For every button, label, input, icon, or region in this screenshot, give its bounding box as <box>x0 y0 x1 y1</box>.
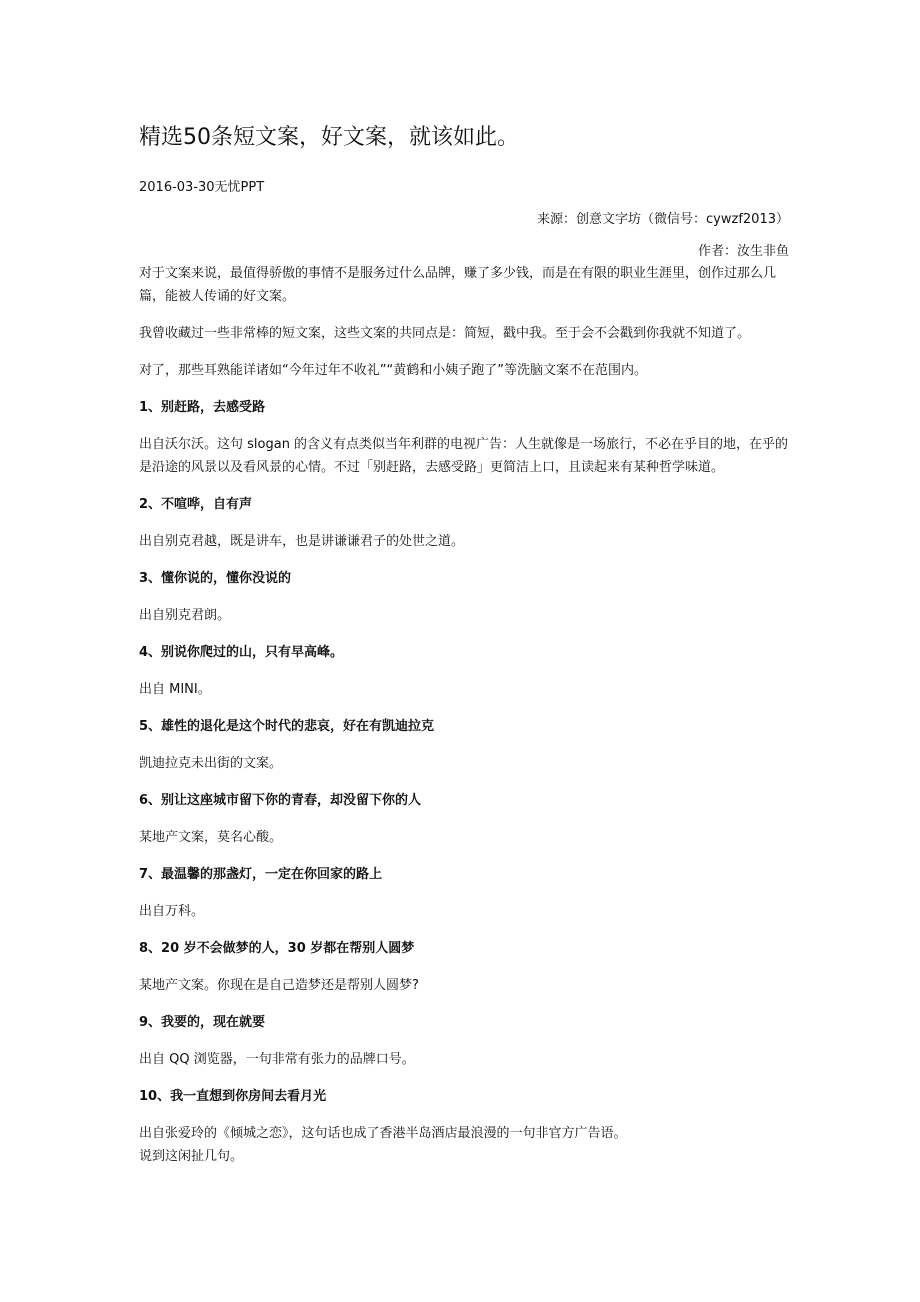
article-title: 精选50条短文案，好文案，就该如此。 <box>139 125 519 150</box>
intro-paragraph: 我曾收藏过一些非常棒的短文案，这些文案的共同点是：简短，戳中我。至于会不会戳到你我就不知道了。 <box>139 326 751 341</box>
item-description: 出自 QQ 浏览器，一句非常有张力的品牌口号。 <box>139 1052 415 1067</box>
author-line: 作者：汝生非鱼 <box>697 244 789 259</box>
item-heading: 2、不喧哗，自有声 <box>139 497 253 512</box>
publish-date: 2016-03-30无忧PPT <box>139 180 265 195</box>
item-heading: 9、我要的，现在就要 <box>139 1015 266 1030</box>
item-description: 出自张爱玲的《倾城之恋》，这句话也成了香港半岛酒店最浪漫的一句非官方广告语。 <box>139 1126 627 1141</box>
item-description: 出自沃尔沃。这句 slogan 的含义有点类似当年利群的电视广告：人生就像是一场旅行，不必在乎目的地，在乎的是沿途的风景以及看风景的心情。不过「别赶路，去感受路」更简洁上口，且读起来有某种哲学味道。 <box>139 437 789 475</box>
intro-paragraph: 对于文案来说，最值得骄傲的事情不是服务过什么品牌，赚了多少钱，而是在有限的职业生涯里，创作过那么几篇，能被人传诵的好文案。 <box>139 266 777 304</box>
intro-paragraph: 对了，那些耳熟能详诸如“今年过年不收礼”“黄鹤和小姨子跑了”等洗脑文案不在范围内。 <box>139 363 647 378</box>
item-heading: 4、别说你爬过的山，只有早高峰。 <box>139 645 344 660</box>
item-description: 出自别克君朗。 <box>139 608 231 623</box>
item-heading: 5、雄性的退化是这个时代的悲哀，好在有凯迪拉克 <box>139 719 435 734</box>
closing-line: 说到这闲扯几句。 <box>139 1149 244 1164</box>
source-line: 来源：创意文字坊（微信号：cywzf2013） <box>537 212 789 227</box>
item-heading: 6、别让这座城市留下你的青春，却没留下你的人 <box>139 793 422 808</box>
item-heading: 10、我一直想到你房间去看月光 <box>139 1089 327 1104</box>
item-heading: 3、懂你说的，懂你没说的 <box>139 571 292 586</box>
item-heading: 1、别赶路，去感受路 <box>139 400 266 415</box>
article-body <box>139 120 789 1168</box>
item-heading: 8、20 岁不会做梦的人，30 岁都在帮别人圆梦 <box>139 941 415 956</box>
item-description: 出自别克君越，既是讲车，也是讲谦谦君子的处世之道。 <box>139 534 465 549</box>
item-heading: 7、最温馨的那盏灯，一定在你回家的路上 <box>139 867 383 882</box>
item-description: 某地产文案。你现在是自己造梦还是帮别人圆梦? <box>139 978 419 993</box>
item-description: 出自 MINI。 <box>139 682 211 697</box>
item-description: 某地产文案，莫名心酸。 <box>139 830 283 845</box>
item-description: 凯迪拉克未出街的文案。 <box>139 756 283 771</box>
item-description: 出自万科。 <box>139 904 205 919</box>
